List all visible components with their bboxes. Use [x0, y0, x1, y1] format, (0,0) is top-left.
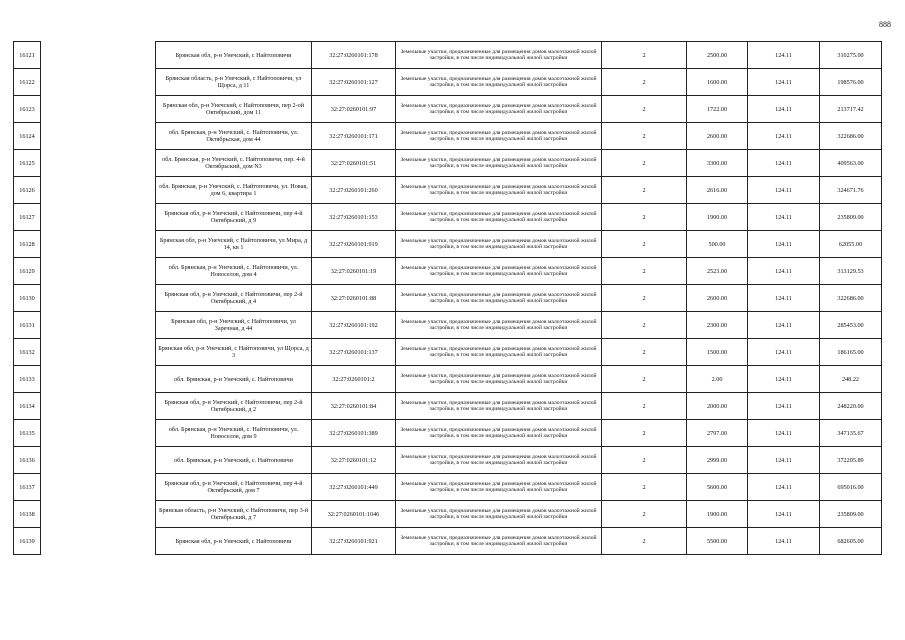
row-number-cell: 16134	[14, 393, 41, 420]
land-purpose-cell: Земельные участки, предназначенные для размещения домов малоэтажной жилой застройки, в том числе индивидуальной жилой застройки	[396, 339, 602, 366]
cadastral-number-cell: 32:27:0260101:153	[312, 204, 396, 231]
cadastral-number-cell: 32:27:0260101:389	[312, 420, 396, 447]
address-cell: обл. Брянская, р-н Унечский, с. Найтоповичи	[156, 366, 312, 393]
rate-cell: 124.11	[748, 285, 820, 312]
cadastral-number-cell: 32:27:0260101:88	[312, 285, 396, 312]
value-cell: 248.22	[820, 366, 882, 393]
table-row	[14, 393, 882, 420]
spacer-cell	[41, 474, 156, 501]
area-cell: 2523.00	[687, 258, 748, 285]
cadastral-number-cell: 32:27:0260101:171	[312, 123, 396, 150]
table-row	[14, 177, 882, 204]
spacer-cell	[41, 393, 156, 420]
address-cell: Брянская обл, р-н Унечский, с Найтоповичи, пер 2-ой Октябрьский, дом 11	[156, 96, 312, 123]
row-number-cell: 16122	[14, 69, 41, 96]
spacer-cell	[41, 501, 156, 528]
row-number-cell: 16130	[14, 285, 41, 312]
table-row	[14, 447, 882, 474]
land-purpose-cell: Земельные участки, предназначенные для размещения домов малоэтажной жилой застройки, в том числе индивидуальной жилой застройки	[396, 231, 602, 258]
area-cell: 5600.00	[687, 474, 748, 501]
land-purpose-cell: Земельные участки, предназначенные для размещения домов малоэтажной жилой застройки, в том числе индивидуальной жилой застройки	[396, 69, 602, 96]
rate-cell: 124.11	[748, 447, 820, 474]
table-row	[14, 528, 882, 555]
row-number-cell: 16126	[14, 177, 41, 204]
rate-cell: 124.11	[748, 177, 820, 204]
value-cell: 248220.00	[820, 393, 882, 420]
cadastral-number-cell: 32:27:0260101:919	[312, 231, 396, 258]
value-cell: 695016.00	[820, 474, 882, 501]
address-cell: обл. Брянская, р-н Унечский, с. Найтоповичи, ул. Новоселов, дом 9	[156, 420, 312, 447]
category-cell: 2	[602, 339, 687, 366]
table-row	[14, 501, 882, 528]
land-purpose-cell: Земельные участки, предназначенные для размещения домов малоэтажной жилой застройки, в том числе индивидуальной жилой застройки	[396, 393, 602, 420]
table-row	[14, 285, 882, 312]
address-cell: обл. Брянская, р-н Унечский, с. Найтоповичи, ул. Новоселов, дом 4	[156, 258, 312, 285]
rate-cell: 124.11	[748, 420, 820, 447]
table-row	[14, 204, 882, 231]
table-row	[14, 474, 882, 501]
cadastral-number-cell: 32:27:0260101:19	[312, 258, 396, 285]
address-cell: Брянская область, р-н Унечский, с Найтоповичи, ул Щорса, д 11	[156, 69, 312, 96]
rate-cell: 124.11	[748, 339, 820, 366]
table-row	[14, 420, 882, 447]
land-purpose-cell: Земельные участки, предназначенные для размещения домов малоэтажной жилой застройки, в том числе индивидуальной жилой застройки	[396, 42, 602, 69]
row-number-cell: 16139	[14, 528, 41, 555]
value-cell: 324671.76	[820, 177, 882, 204]
cadastral-number-cell: 32:27:0260101:137	[312, 339, 396, 366]
row-number-cell: 16137	[14, 474, 41, 501]
value-cell: 235809.00	[820, 204, 882, 231]
value-cell: 372205.89	[820, 447, 882, 474]
category-cell: 2	[602, 231, 687, 258]
address-cell: Брянская обл, р-н Унечский, с Найтоповичи, пер 4-й Октябрьский, д 9	[156, 204, 312, 231]
address-cell: Брянская обл, р-н Унечский, с Найтоповичи	[156, 42, 312, 69]
area-cell: 1600.00	[687, 69, 748, 96]
row-number-cell: 16132	[14, 339, 41, 366]
table-row	[14, 339, 882, 366]
land-purpose-cell: Земельные участки, предназначенные для размещения домов малоэтажной жилой застройки, в том числе индивидуальной жилой застройки	[396, 474, 602, 501]
table-row	[14, 366, 882, 393]
area-cell: 1722.00	[687, 96, 748, 123]
value-cell: 313129.53	[820, 258, 882, 285]
row-number-cell: 16131	[14, 312, 41, 339]
area-cell: 2500.00	[687, 42, 748, 69]
area-cell: 2.00	[687, 366, 748, 393]
value-cell: 198576.00	[820, 69, 882, 96]
spacer-cell	[41, 231, 156, 258]
cadastral-number-cell: 32:27:0260101:921	[312, 528, 396, 555]
rate-cell: 124.11	[748, 42, 820, 69]
area-cell: 2600.00	[687, 123, 748, 150]
rate-cell: 124.11	[748, 393, 820, 420]
cadastral-number-cell: 32:27:0260101:192	[312, 312, 396, 339]
rate-cell: 124.11	[748, 69, 820, 96]
category-cell: 2	[602, 123, 687, 150]
land-purpose-cell: Земельные участки, предназначенные для размещения домов малоэтажной жилой застройки, в том числе индивидуальной жилой застройки	[396, 447, 602, 474]
cadastral-number-cell: 32:27:0260101:2	[312, 366, 396, 393]
value-cell: 235809.00	[820, 501, 882, 528]
row-number-cell: 16135	[14, 420, 41, 447]
table-row	[14, 69, 882, 96]
table-row	[14, 42, 882, 69]
address-cell: обл. Брянская, р-н Унечский, с. Найтоповичи	[156, 447, 312, 474]
area-cell: 3300.00	[687, 150, 748, 177]
area-cell: 2616.00	[687, 177, 748, 204]
land-purpose-cell: Земельные участки, предназначенные для размещения домов малоэтажной жилой застройки, в том числе индивидуальной жилой застройки	[396, 123, 602, 150]
page-number: 888	[879, 20, 891, 29]
cadastral-number-cell: 32:27:0260101:178	[312, 42, 396, 69]
cadastral-number-cell: 32:27:0260101:127	[312, 69, 396, 96]
spacer-cell	[41, 258, 156, 285]
spacer-cell	[41, 204, 156, 231]
row-number-cell: 16136	[14, 447, 41, 474]
value-cell: 310275.00	[820, 42, 882, 69]
row-number-cell: 16128	[14, 231, 41, 258]
value-cell: 347135.67	[820, 420, 882, 447]
rate-cell: 124.11	[748, 150, 820, 177]
row-number-cell: 16124	[14, 123, 41, 150]
category-cell: 2	[602, 528, 687, 555]
table-row	[14, 150, 882, 177]
rate-cell: 124.11	[748, 231, 820, 258]
address-cell: Брянская область, р-н Унечский, с Найтоповичи, пер 3-й Октябрьский, д 7	[156, 501, 312, 528]
cadastral-number-cell: 32:27:0260101:260	[312, 177, 396, 204]
row-number-cell: 16133	[14, 366, 41, 393]
rate-cell: 124.11	[748, 366, 820, 393]
category-cell: 2	[602, 150, 687, 177]
rate-cell: 124.11	[748, 123, 820, 150]
row-number-cell: 16127	[14, 204, 41, 231]
table-row	[14, 231, 882, 258]
land-purpose-cell: Земельные участки, предназначенные для размещения домов малоэтажной жилой застройки, в том числе индивидуальной жилой застройки	[396, 258, 602, 285]
cadastral-number-cell: 32:27:0260101:97	[312, 96, 396, 123]
address-cell: обл. Брянская, р-н Унечский, с. Найтоповичи, пер. 4-й Октябрьский, дом N3	[156, 150, 312, 177]
cadastral-number-cell: 32:27:0260101:1046	[312, 501, 396, 528]
row-number-cell: 16125	[14, 150, 41, 177]
cadastral-number-cell: 32:27:0260101:84	[312, 393, 396, 420]
value-cell: 186165.00	[820, 339, 882, 366]
address-cell: Брянская обл, р-н Унечский, с Найтоповичи, ул Заречная, д 44	[156, 312, 312, 339]
area-cell: 2000.00	[687, 393, 748, 420]
cadastral-number-cell: 32:27:0260101:449	[312, 474, 396, 501]
table-row	[14, 258, 882, 285]
cadastral-number-cell: 32:27:0260101:51	[312, 150, 396, 177]
row-number-cell: 16129	[14, 258, 41, 285]
rate-cell: 124.11	[748, 474, 820, 501]
land-purpose-cell: Земельные участки, предназначенные для размещения домов малоэтажной жилой застройки, в том числе индивидуальной жилой застройки	[396, 528, 602, 555]
category-cell: 2	[602, 501, 687, 528]
table-row	[14, 96, 882, 123]
spacer-cell	[41, 96, 156, 123]
area-cell: 1900.00	[687, 204, 748, 231]
category-cell: 2	[602, 204, 687, 231]
land-purpose-cell: Земельные участки, предназначенные для размещения домов малоэтажной жилой застройки, в том числе индивидуальной жилой застройки	[396, 501, 602, 528]
value-cell: 322686.00	[820, 285, 882, 312]
category-cell: 2	[602, 474, 687, 501]
spacer-cell	[41, 447, 156, 474]
spacer-cell	[41, 177, 156, 204]
area-cell: 2999.00	[687, 447, 748, 474]
spacer-cell	[41, 528, 156, 555]
land-purpose-cell: Земельные участки, предназначенные для размещения домов малоэтажной жилой застройки, в том числе индивидуальной жилой застройки	[396, 177, 602, 204]
area-cell: 2300.00	[687, 312, 748, 339]
category-cell: 2	[602, 258, 687, 285]
rate-cell: 124.11	[748, 501, 820, 528]
spacer-cell	[41, 339, 156, 366]
spacer-cell	[41, 123, 156, 150]
area-cell: 5500.00	[687, 528, 748, 555]
spacer-cell	[41, 285, 156, 312]
land-purpose-cell: Земельные участки, предназначенные для размещения домов малоэтажной жилой застройки, в том числе индивидуальной жилой застройки	[396, 204, 602, 231]
spacer-cell	[41, 312, 156, 339]
spacer-cell	[41, 69, 156, 96]
cadastral-number-cell: 32:27:0260101:12	[312, 447, 396, 474]
address-cell: Брянская обл, р-н Унечский, с Найтоповичи, пер 2-й Октябрьский, д 2	[156, 393, 312, 420]
land-purpose-cell: Земельные участки, предназначенные для размещения домов малоэтажной жилой застройки, в том числе индивидуальной жилой застройки	[396, 285, 602, 312]
value-cell: 285453.00	[820, 312, 882, 339]
row-number-cell: 16123	[14, 96, 41, 123]
area-cell: 2600.00	[687, 285, 748, 312]
land-purpose-cell: Земельные участки, предназначенные для размещения домов малоэтажной жилой застройки, в том числе индивидуальной жилой застройки	[396, 96, 602, 123]
spacer-cell	[41, 42, 156, 69]
category-cell: 2	[602, 393, 687, 420]
table-row	[14, 312, 882, 339]
land-purpose-cell: Земельные участки, предназначенные для размещения домов малоэтажной жилой застройки, в том числе индивидуальной жилой застройки	[396, 366, 602, 393]
spacer-cell	[41, 366, 156, 393]
area-cell: 1500.00	[687, 339, 748, 366]
address-cell: Брянская обл, р-н Унечский, с Найтоповичи, ул Мира, д 14, кв 1	[156, 231, 312, 258]
rate-cell: 124.11	[748, 312, 820, 339]
land-purpose-cell: Земельные участки, предназначенные для размещения домов малоэтажной жилой застройки, в том числе индивидуальной жилой застройки	[396, 312, 602, 339]
address-cell: Брянская обл, р-н Унечский, с Найтоповичи, пер 2-й Октябрьский, д 4	[156, 285, 312, 312]
category-cell: 2	[602, 420, 687, 447]
category-cell: 2	[602, 96, 687, 123]
value-cell: 322686.00	[820, 123, 882, 150]
category-cell: 2	[602, 42, 687, 69]
land-purpose-cell: Земельные участки, предназначенные для размещения домов малоэтажной жилой застройки, в том числе индивидуальной жилой застройки	[396, 420, 602, 447]
value-cell: 213717.42	[820, 96, 882, 123]
address-cell: Брянская обл, р-н Унечский, с Найтоповичи	[156, 528, 312, 555]
rate-cell: 124.11	[748, 528, 820, 555]
category-cell: 2	[602, 177, 687, 204]
table-body	[14, 42, 882, 555]
table-row	[14, 123, 882, 150]
row-number-cell: 16138	[14, 501, 41, 528]
area-cell: 500.00	[687, 231, 748, 258]
address-cell: обл. Брянская, р-н Унечский, с. Найтоповичи, ул. Новая, дом 6, квартира 1	[156, 177, 312, 204]
category-cell: 2	[602, 69, 687, 96]
value-cell: 62055.00	[820, 231, 882, 258]
address-cell: обл. Брянская, р-н Унечский, с. Найтоповичи, ул. Октябрьская, дом 44	[156, 123, 312, 150]
address-cell: Брянская обл, р-н Унечский, с Найтоповичи, пер 4-й Октябрьский, дом 7	[156, 474, 312, 501]
area-cell: 1900.00	[687, 501, 748, 528]
category-cell: 2	[602, 312, 687, 339]
address-cell: Брянская обл, р-н Унечский, с Найтоповичи, ул Щорса, д 3	[156, 339, 312, 366]
land-purpose-cell: Земельные участки, предназначенные для размещения домов малоэтажной жилой застройки, в том числе индивидуальной жилой застройки	[396, 150, 602, 177]
value-cell: 409563.00	[820, 150, 882, 177]
cadastral-table	[13, 41, 882, 555]
value-cell: 682605.00	[820, 528, 882, 555]
spacer-cell	[41, 150, 156, 177]
rate-cell: 124.11	[748, 204, 820, 231]
category-cell: 2	[602, 285, 687, 312]
row-number-cell: 16121	[14, 42, 41, 69]
rate-cell: 124.11	[748, 96, 820, 123]
rate-cell: 124.11	[748, 258, 820, 285]
category-cell: 2	[602, 366, 687, 393]
category-cell: 2	[602, 447, 687, 474]
area-cell: 2797.00	[687, 420, 748, 447]
spacer-cell	[41, 420, 156, 447]
